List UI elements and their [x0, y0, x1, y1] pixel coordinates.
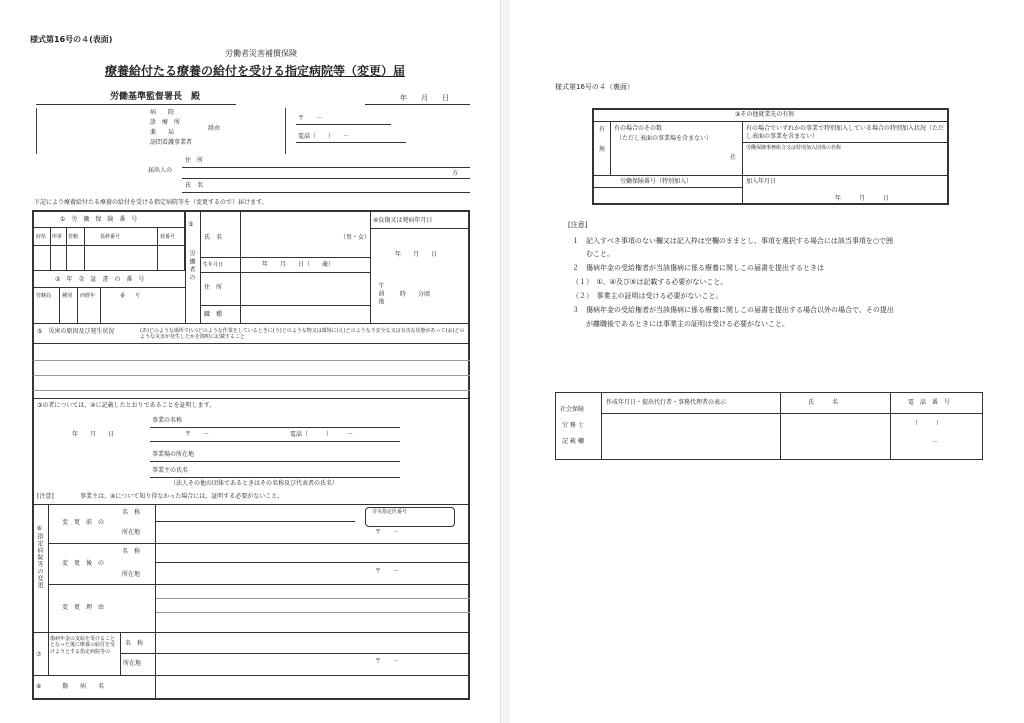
sr-row-label-1: 社会保険	[560, 406, 585, 413]
s2-col-4: 番 号	[120, 293, 141, 299]
cert-text: ③の者については、④に記載したとおりであることを証明します。	[37, 402, 216, 409]
s2-div	[77, 287, 78, 323]
addressee-line	[36, 104, 236, 105]
s4-line	[370, 228, 470, 229]
facility-type-1: 病 院	[150, 109, 175, 116]
s9-div	[610, 121, 611, 175]
sr-phone: （ ）	[912, 420, 943, 427]
date-line	[365, 104, 470, 105]
s9-line	[593, 175, 948, 176]
s8-div	[155, 675, 156, 700]
notes-title: [注意]	[568, 221, 588, 229]
umu-yes: 有	[599, 126, 606, 133]
umu-no: 無	[599, 146, 606, 153]
s4-time: 時 分頃	[400, 291, 431, 298]
note-3: ３ 傷病年金の受給権者が当該傷病に係る療養に関しこの届書を提出する場合以外の場合で、その提出	[572, 306, 894, 314]
back-form-number: 様式第16号の４（裏面）	[555, 83, 634, 91]
s3-label: ③	[188, 221, 194, 228]
s1-col-4: 基幹番号	[100, 234, 121, 240]
s6-div	[155, 504, 156, 632]
s4-ampm: 午前後	[377, 282, 384, 306]
s1-col-3: 管轄	[68, 234, 79, 240]
facility-postal: 〒 －	[298, 115, 323, 122]
cert-date: 年 月 日	[72, 431, 115, 438]
s1-col-1: 府県	[36, 234, 47, 240]
s6-line	[155, 612, 470, 613]
section-2-title: ② 年 金 証 書 の 番 号	[55, 276, 145, 283]
note-label: [注意]	[37, 493, 54, 500]
company-unit: 社	[730, 154, 737, 161]
note-2: ２ 傷病年金の受給権者が当該傷病に係る療養に関しこの届書を提出するときは	[572, 264, 824, 272]
front-date: 年 月 日	[400, 94, 449, 102]
cert-business-name: 事業の名称	[152, 417, 183, 424]
s7-location: 所在地	[123, 660, 142, 667]
front-sheet	[0, 0, 500, 723]
s6-line	[48, 584, 470, 585]
s6-after-name: 名 称	[122, 548, 141, 555]
s5-line	[33, 343, 470, 344]
sr-line	[601, 413, 983, 414]
header-small: 労働者災害補償保険	[225, 49, 297, 58]
s1-div	[84, 227, 85, 271]
s7-name: 名 称	[125, 640, 144, 647]
cert-owner-name: 事業主の氏名	[152, 467, 189, 474]
assoc-label: 労働保険事務組合又は特別加入団体の名称	[746, 145, 842, 151]
rosai-label: 労災指定医番号	[372, 509, 408, 515]
worker-label: 労働者の	[188, 250, 195, 282]
facility-postal-line	[296, 124, 391, 125]
count-label: 有の場合のその数	[614, 125, 663, 132]
notifier-address-label: 住 所	[185, 157, 204, 164]
cert-postal: 〒 －	[185, 431, 210, 438]
s6-before: 変 更 前 の	[62, 519, 105, 526]
note-1: １ 記入すべき事項のない欄又は記入枠は空欄のままとし、事項を選択する場合には該当事項を○で囲	[572, 237, 893, 245]
s6-top-line	[33, 504, 470, 505]
cert-owner-note: （法人その他の団体であるときはその名称及び代表者の氏名）	[170, 480, 339, 487]
s3-top-line	[33, 323, 470, 324]
notifier-name-line	[182, 192, 470, 193]
notifier-line-2	[182, 178, 470, 179]
s1-div	[50, 227, 51, 271]
section-1-title: ① 労 働 保 険 番 号	[60, 216, 138, 223]
s7-line	[120, 653, 470, 654]
s6-label: ⑥指定病院等の変更	[36, 525, 43, 589]
s9-table	[592, 108, 949, 205]
dob-label: 年 月 日（ 歳）	[262, 261, 335, 268]
s6-line	[155, 598, 470, 599]
s7-label: ⑦	[36, 651, 42, 658]
s1-col-2: 所掌	[52, 234, 63, 240]
notifier-label: 届出人の	[148, 167, 173, 174]
s6-after-location: 所在地	[122, 571, 141, 578]
join-date: 年 月 日	[835, 195, 890, 202]
s9-line	[593, 121, 948, 122]
s8-text: 傷 病 名	[62, 683, 105, 690]
s1-div	[66, 227, 67, 271]
s8-top-line	[33, 675, 470, 676]
s2-col-1: 管轄局	[36, 293, 52, 299]
addressee: 労働基準監督署長 殿	[110, 92, 201, 102]
s1-s2-right-border	[185, 211, 186, 323]
sr-header-3: 電 話 番 号	[908, 399, 951, 406]
via-label: 経由	[208, 125, 221, 132]
s3-line	[200, 257, 370, 258]
s6-before-location: 所在地	[122, 529, 141, 536]
facility-type-2: 診 療 所	[150, 119, 181, 126]
s4-title: ④負傷又は発病年月日	[373, 217, 433, 224]
s8-label: ⑧	[36, 683, 42, 690]
s9-div	[742, 121, 743, 205]
facility-type-4: 訪問看護事業者	[150, 139, 193, 146]
sr-div	[601, 392, 602, 460]
sex-label: （男・女）	[340, 234, 371, 241]
special-label: 有の場合でいずれかの事業で特別加入している場合の特別加入状況（ただし表面の事業を含まない）	[746, 125, 945, 140]
s3-div	[240, 211, 241, 323]
worker-row-3: 住 所	[204, 284, 223, 291]
note-2-2: （２） 事業主の証明は受ける必要がないこと。	[572, 292, 723, 300]
s6-div	[48, 504, 49, 632]
s1-line-a	[33, 227, 185, 228]
worker-row-2: 生年月日	[203, 262, 224, 268]
form-title: 療養給付たる療養の給付を受ける指定病院等（変更）届	[105, 64, 406, 78]
sr-div	[890, 392, 891, 460]
insurance-no-label: 労働保険番号（特別加入）	[620, 178, 693, 185]
s6-after-postal: 〒 －	[375, 568, 400, 575]
s1-col-5: 枝番号	[160, 234, 176, 240]
facility-phone-line	[296, 142, 406, 143]
s5-hint: (あ)どのような場所で(い)どのような作業をしているときに(う)どのような物又は環境に(え)どのような不安全な又は有害な状態があって(お)どのような災害が発生したかを簡明に記載すること	[140, 328, 465, 340]
note-text: 事業主は、④について知り得なかった場合には、証明する必要がないこと。	[80, 493, 284, 500]
join-date-label: 加入年月日	[746, 178, 777, 185]
sr-div	[780, 392, 781, 460]
s7-top-line	[33, 632, 470, 633]
s4-date: 年 月 日	[395, 251, 438, 258]
s2-div	[100, 287, 101, 323]
s2-div	[59, 287, 60, 323]
main-form-frame	[32, 210, 470, 700]
s9-line	[593, 187, 742, 188]
cert-line	[150, 441, 400, 442]
s5-line	[33, 375, 470, 376]
s6-line	[155, 562, 470, 563]
note-2-1: （１） ①、④及び⑤は記載する必要がないこと。	[572, 278, 728, 286]
cert-line	[150, 477, 400, 478]
sr-row-label-3: 記 載 欄	[562, 438, 584, 445]
sr-dash: －	[932, 439, 939, 446]
s6-before-postal: 〒 －	[375, 529, 400, 536]
note-1b: むこと。	[572, 250, 614, 258]
s6-reason: 変 更 理 由	[62, 604, 105, 611]
cert-line	[150, 427, 400, 428]
sr-row-label-2: 労 務 士	[562, 422, 584, 429]
s6-line	[155, 521, 355, 522]
s5-line	[33, 360, 470, 361]
s3-line	[200, 272, 370, 273]
s6-after: 変 更 後 の	[62, 560, 105, 567]
notifier-name-label: 氏 名	[185, 182, 204, 189]
cert-line	[150, 461, 400, 462]
honorific: 方	[452, 170, 459, 177]
s9-title: ⑨その他就業先の有無	[735, 111, 795, 118]
s7-postal: 〒 －	[375, 658, 400, 665]
s5-title: ⑤ 災害の原因及び発生状況	[37, 328, 115, 335]
s3-line	[200, 305, 370, 306]
s5-line	[33, 390, 470, 391]
s6-before-name: 名 称	[122, 509, 141, 516]
facility-phone: 電話（ ） －	[298, 133, 350, 140]
s1-line-b	[33, 245, 185, 246]
front-form-number: 様式第16号の４(表面)	[30, 35, 113, 44]
s7-text: 傷病年金の支給を受けることとなった後に療養の給付を受けようとする指定病院等の	[50, 636, 116, 655]
back-sheet	[510, 0, 1024, 723]
facility-type-3: 薬 局	[150, 129, 175, 136]
s5-bottom-line	[33, 398, 470, 399]
cert-phone: 電話（ ） －	[290, 431, 354, 438]
intro-text: 下記により療養給付たる療養の給付を受ける指定病院等を（変更するので）届けます。	[34, 199, 268, 206]
note-3b: が離職後であるときには事業主の証明は受ける必要がないこと。	[572, 320, 789, 328]
s7-div	[48, 632, 49, 675]
s2-col-3: 西暦年	[80, 293, 96, 299]
cert-location: 事業場の所在地	[152, 451, 195, 458]
worker-row-1: 氏 名	[204, 234, 223, 241]
s2-line-a	[33, 287, 185, 288]
count-note: （ただし表面の事業場を含まない）	[616, 135, 713, 142]
sr-header-1: 作成年月日・提出代行者・事務代理者の表示	[606, 399, 727, 406]
s9-line	[742, 142, 948, 143]
s6-line	[48, 543, 470, 544]
s2-col-2: 種別	[62, 293, 73, 299]
s3-div	[200, 211, 201, 323]
notifier-address-line	[182, 167, 470, 168]
sr-header-2: 氏 名	[808, 399, 839, 406]
worker-row-4: 職 種	[204, 311, 223, 318]
s1-div	[157, 227, 158, 271]
